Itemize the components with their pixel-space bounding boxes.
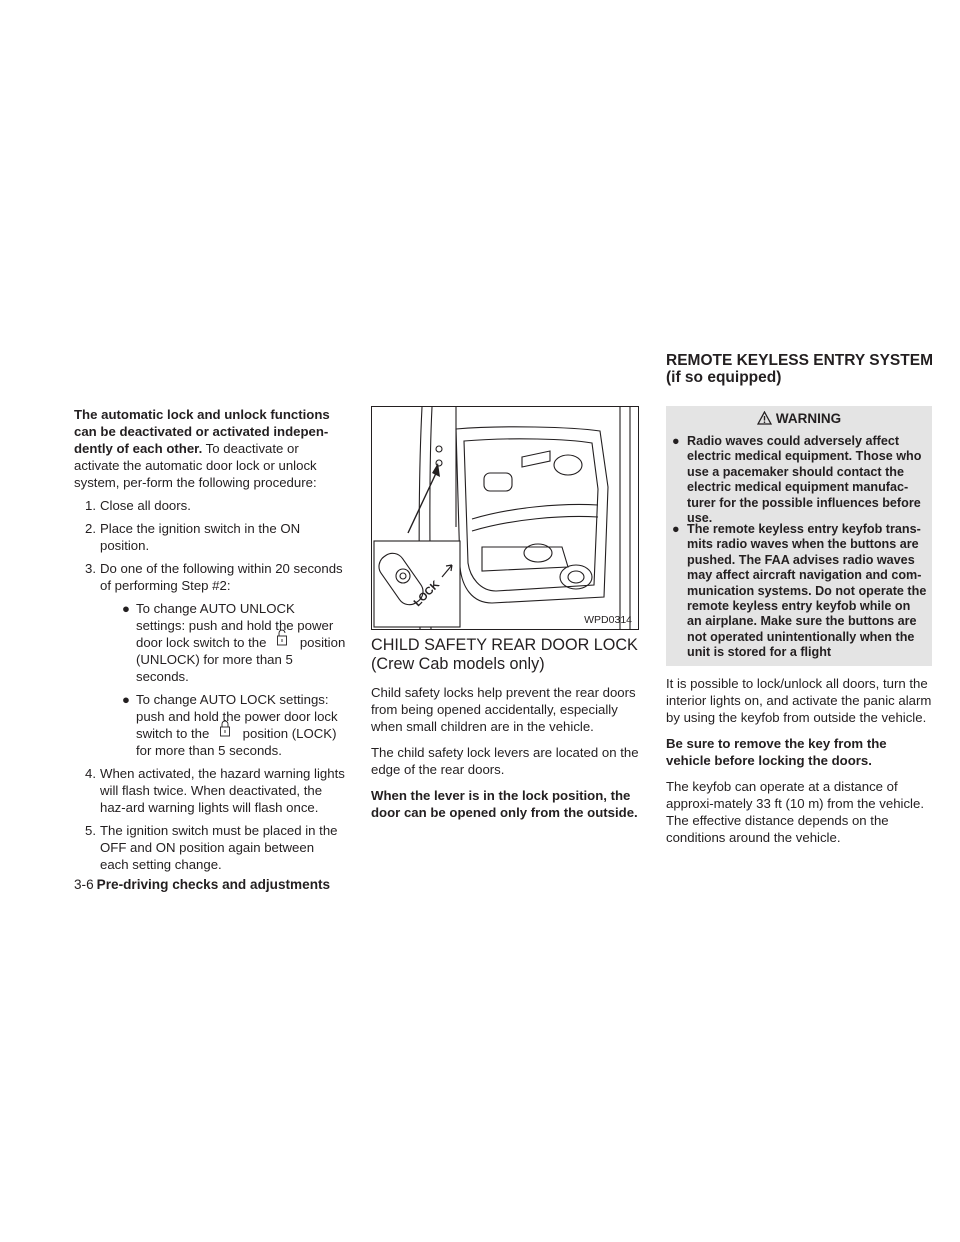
step-text: Do one of the following within 20 seconds of performing Step #2: (100, 561, 343, 593)
intro-paragraph (74, 406, 346, 491)
section-heading-line1: REMOTE KEYLESS ENTRY SYSTEM (666, 352, 933, 369)
column-right (666, 675, 934, 855)
warning-box (666, 406, 932, 666)
bullet-dot: ● (122, 692, 130, 707)
intro-rest: To deactivate or activate the automatic door lock or unlock system, per-form the following procedure: (74, 441, 317, 490)
lock-label: LOCK (411, 578, 443, 610)
step-1 (74, 497, 346, 514)
keyless-paragraph-3: The keyfob can operate at a distance of approxi-mately 33 ft (10 m) from the vehicle. The effective distance depends on the conditions around the vehicle. (666, 779, 924, 845)
step-2 (74, 520, 346, 554)
warning-item-1 (672, 434, 928, 526)
child-safety-heading (371, 636, 641, 674)
child-safety-heading-line1: CHILD SAFETY REAR DOOR LOCK (371, 636, 638, 654)
warning-title (666, 411, 932, 426)
lock-icon (213, 726, 239, 740)
bullet-text-post: position (LOCK) for more than 5 seconds. (136, 726, 337, 758)
bullet-text-pre: To change AUTO UNLOCK settings: push and hold the power door lock switch to the (136, 601, 334, 650)
door-lock-figure (371, 406, 639, 630)
child-safety-heading-line2: (Crew Cab models only) (371, 655, 545, 673)
bullet-auto-unlock (74, 600, 346, 685)
warning-item-text: The remote keyless entry keyfob trans-mits radio waves when the buttons are pushed. The FAA advises radio waves may affect aircraft navigation and com-munication systems. Do not operate the remote keyless entry keyfob while on an airplane. Make sure the buttons are not operated unintentionally when the unit is stored for a flight (687, 522, 927, 660)
bullet-dot: ● (672, 434, 680, 448)
bullet-text-pre: To change AUTO LOCK settings: push and hold the power door lock switch to the (136, 692, 338, 741)
step-number: 2. (85, 521, 96, 536)
page-footer (74, 877, 330, 892)
figure-label: WPD0314 (584, 614, 632, 626)
keyless-paragraph-2: Be sure to remove the key from the vehicle before locking the doors. (666, 736, 887, 768)
bullet-dot: ● (122, 601, 130, 616)
bullet-auto-lock (74, 691, 346, 759)
section-heading (666, 352, 956, 386)
child-safety-paragraph-2: The child safety lock levers are located on the edge of the rear doors. (371, 745, 639, 777)
bullet-text-post: position (UNLOCK) for more than 5 seconds. (136, 635, 346, 684)
bullet-dot: ● (672, 522, 680, 536)
child-safety-paragraph-3: When the lever is in the lock position, the door can be opened only from the outside. (371, 788, 638, 820)
step-5 (74, 822, 346, 873)
warning-title-text: WARNING (775, 411, 842, 426)
step-number: 4. (85, 766, 96, 781)
page-number: 3-6 (74, 877, 94, 892)
rear-door-illustration (372, 407, 638, 629)
warning-triangle-icon (757, 411, 772, 425)
unlock-icon (270, 635, 296, 649)
column-middle (371, 636, 641, 830)
step-text: When activated, the hazard warning lights will flash twice. When deactivated, the haz-ard warning lights will flash once. (100, 766, 345, 815)
section-heading-line2: (if so equipped) (666, 369, 782, 386)
keyless-paragraph-1: It is possible to lock/unlock all doors, turn the interior lights on, and activate the panic alarm by using the keyfob from outside the vehicle. (666, 676, 932, 725)
step-3 (74, 560, 346, 594)
step-4 (74, 765, 346, 816)
section-title: Pre-driving checks and adjustments (96, 877, 331, 892)
step-text: Close all doors. (100, 498, 191, 513)
step-number: 5. (85, 823, 96, 838)
step-text: Place the ignition switch in the ON position. (100, 521, 301, 553)
step-text: The ignition switch must be placed in the OFF and ON position again between each setting change. (100, 823, 338, 872)
step-number: 1. (85, 498, 96, 513)
step-number: 3. (85, 561, 96, 576)
column-left (74, 406, 346, 873)
child-safety-paragraph-1: Child safety locks help prevent the rear doors from being opened accidentally, especially when small children are in the vehicle. (371, 685, 636, 734)
warning-item-text: Radio waves could adversely affect electric medical equipment. Those who use a pacemaker should contact the electric medical equipment manufac-turer for the possible influences before use. (687, 434, 922, 526)
intro-bold: The automatic lock and unlock functions can be deactivated or activated indepen-dently of each other. (74, 407, 330, 456)
warning-item-2 (672, 522, 928, 661)
